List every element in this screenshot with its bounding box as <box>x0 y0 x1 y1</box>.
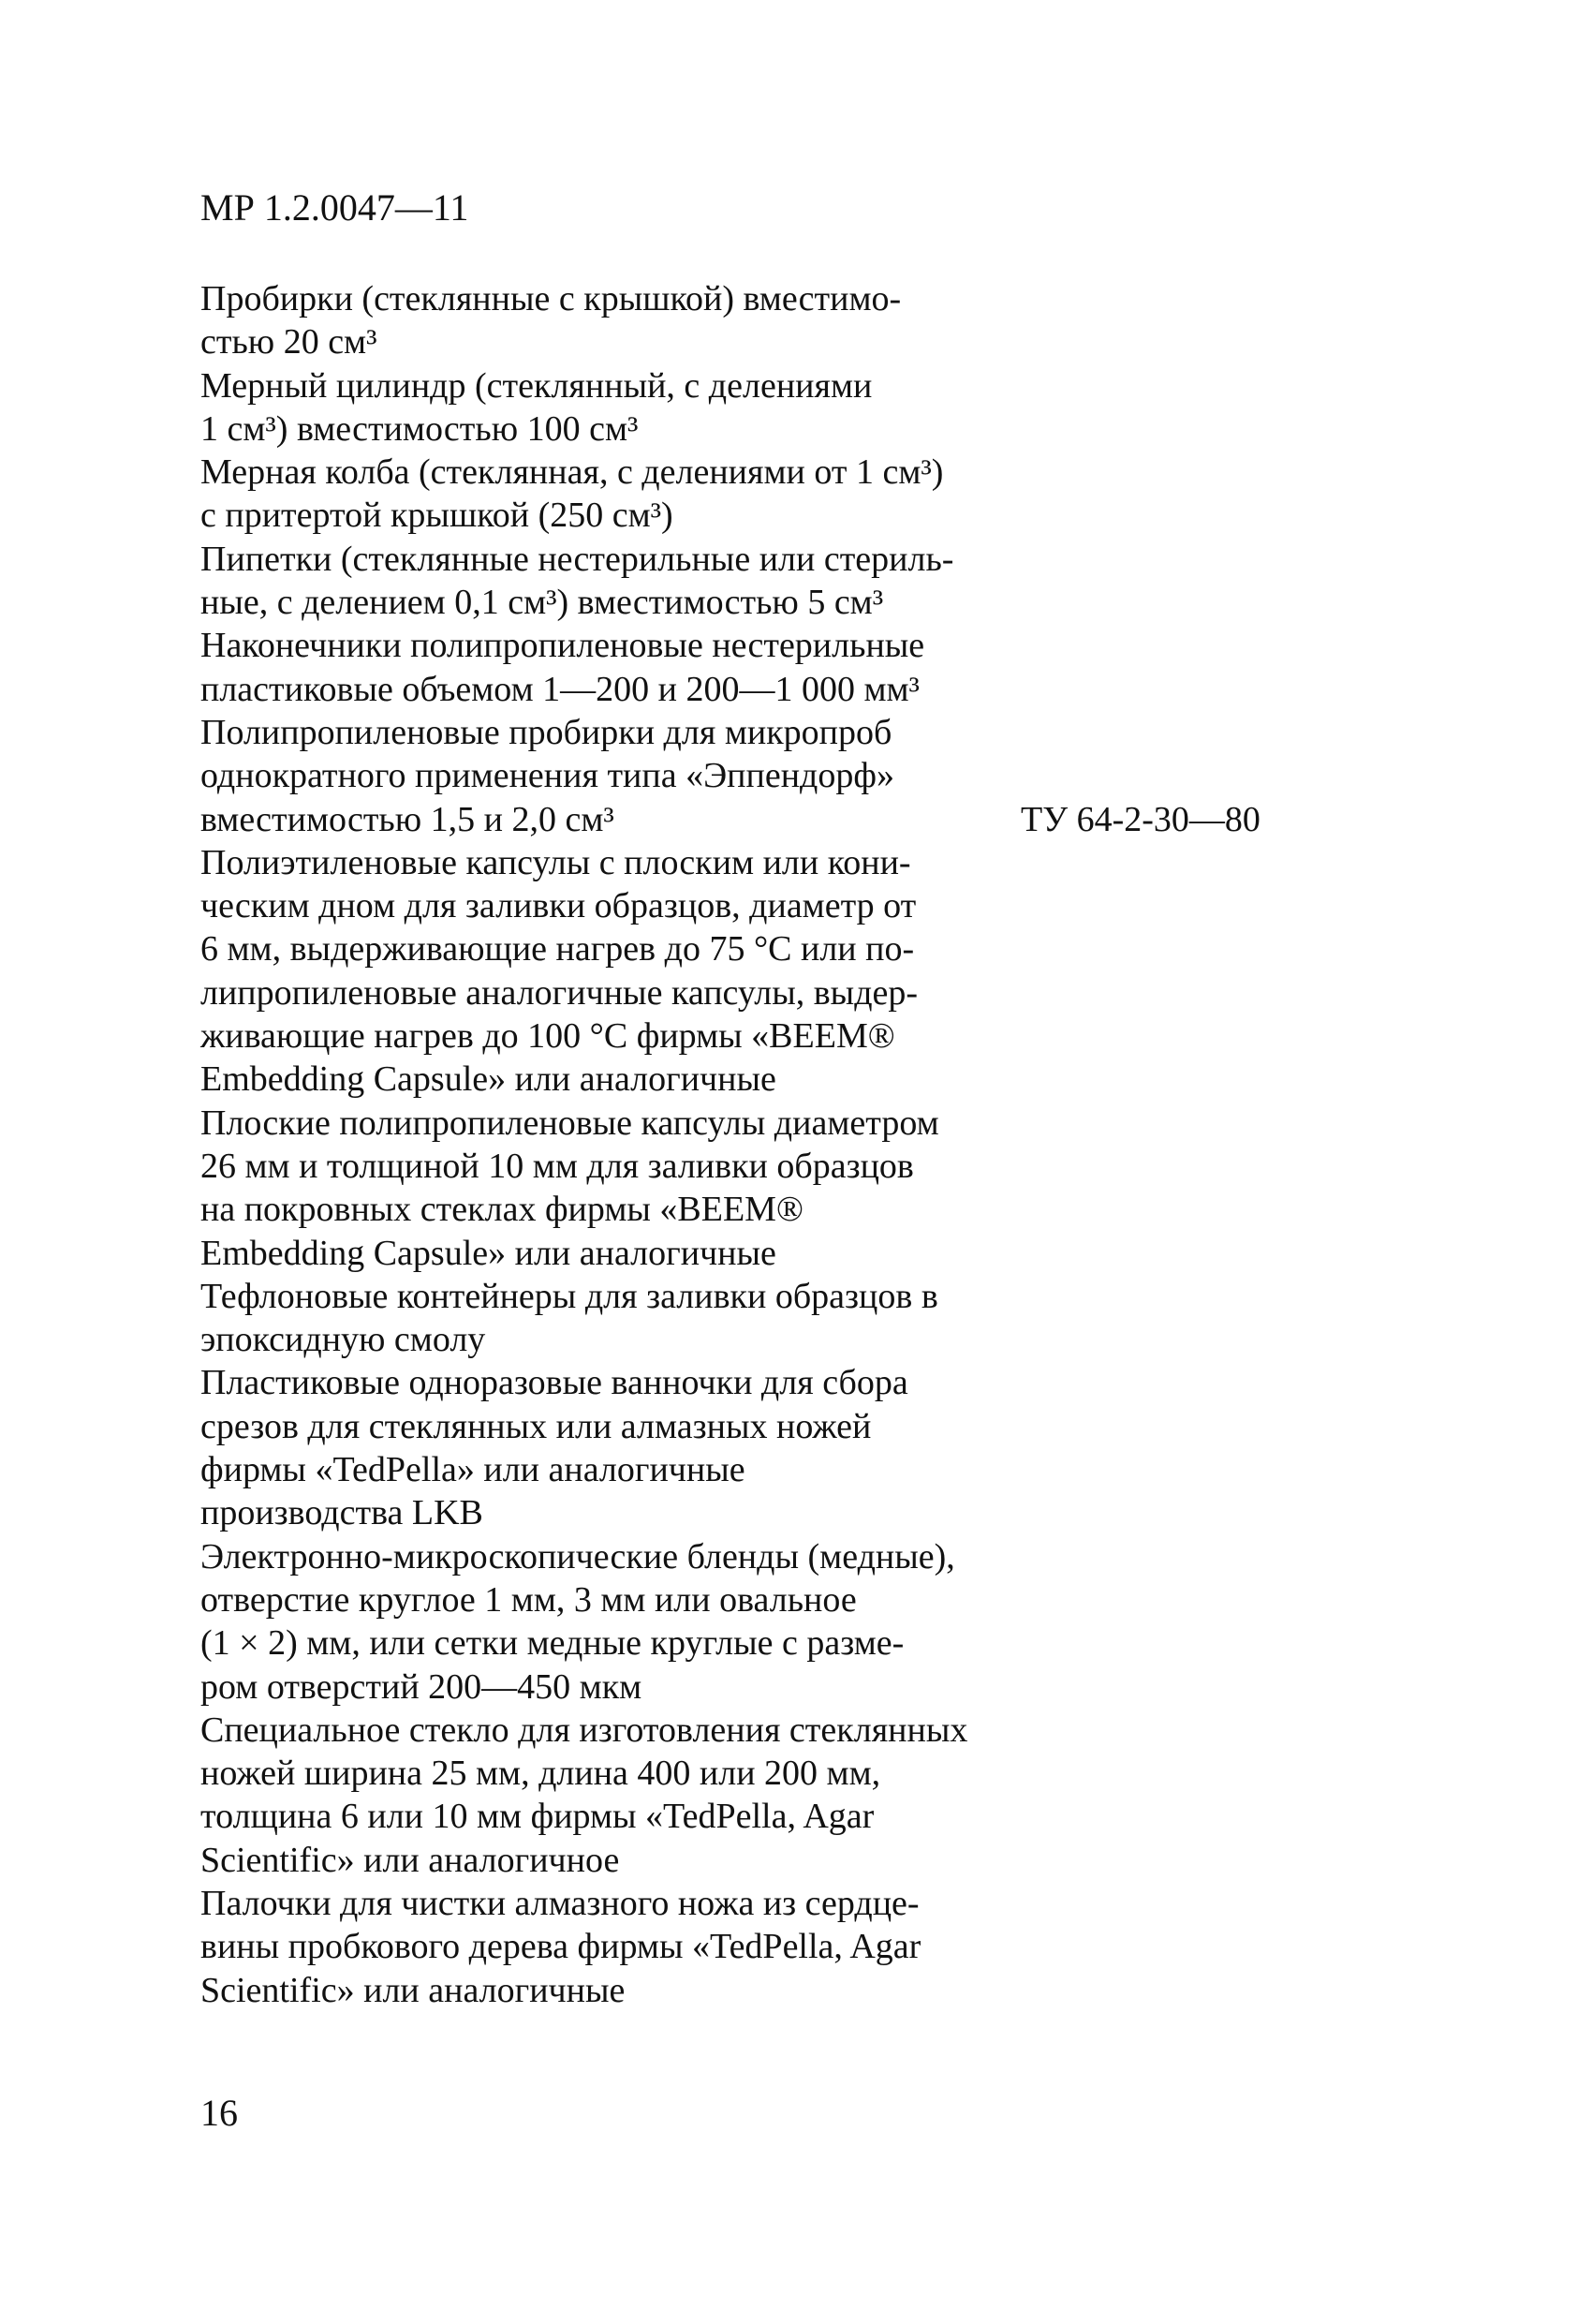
equipment-item-line: Пробирки (стеклянные с крышкой) вместимо- <box>200 279 902 318</box>
equipment-item-line: Плоские полипропиленовые капсулы диаметром <box>200 1103 939 1143</box>
equipment-item-line: Пипетки (стеклянные нестерильные или стериль- <box>200 539 954 579</box>
equipment-item-line: отверстие круглое 1 мм, 3 мм или овальное <box>200 1579 857 1620</box>
equipment-item-line: 26 мм и толщиной 10 мм для заливки образцов <box>200 1146 914 1186</box>
equipment-item-line: Полиэтиленовые капсулы с плоским или кони- <box>200 842 911 882</box>
equipment-item-line: срезов для стеклянных или алмазных ножей <box>200 1406 872 1446</box>
equipment-item-line: вместимостью 1,5 и 2,0 см³ <box>200 799 614 839</box>
equipment-item <box>200 538 1296 625</box>
equipment-item <box>200 1102 1296 1275</box>
equipment-item-line: Embedding Capsule» или аналогичные <box>200 1059 776 1100</box>
equipment-item-line: 1 см³) вместимостью 100 см³ <box>200 408 639 449</box>
equipment-item-line: липропиленовые аналогичные капсулы, выдер- <box>200 972 919 1013</box>
equipment-item <box>200 451 1296 538</box>
equipment-item-line: ножей ширина 25 мм, длина 400 или 200 мм, <box>200 1754 881 1794</box>
equipment-item <box>200 277 1296 364</box>
equipment-item <box>200 1709 1296 1882</box>
equipment-item-line: 6 мм, выдерживающие нагрев до 75 °С или по- <box>200 929 915 970</box>
equipment-item-line: ческим дном для заливки образцов, диаметр от <box>200 886 917 926</box>
page-number: 16 <box>200 2092 238 2134</box>
equipment-item-line: вины пробкового дерева фирмы «TedPella, Agar <box>200 1927 921 1967</box>
equipment-item-line: фирмы «TedPella» или аналогичные <box>200 1450 745 1490</box>
equipment-item <box>200 364 1296 451</box>
equipment-item <box>200 1275 1296 1362</box>
equipment-item-line: однократного применения типа «Эппендорф» <box>200 756 894 796</box>
equipment-item-line: Мерный цилиндр (стеклянный, с делениями <box>200 365 873 406</box>
equipment-item-line: на покровных стеклах фирмы «BEEM® <box>200 1190 803 1230</box>
equipment-list <box>200 277 1296 2012</box>
equipment-item-line: ные, с делением 0,1 см³) вместимостью 5 см³ <box>200 583 884 623</box>
equipment-item-line: Пластиковые одноразовые ванночки для сбора <box>200 1363 908 1403</box>
equipment-item-line: пластиковые объемом 1—200 и 200—1 000 мм³ <box>200 669 920 709</box>
equipment-item <box>200 1361 1296 1534</box>
equipment-item <box>200 711 1296 841</box>
equipment-item-line: Полипропиленовые пробирки для микропроб <box>200 712 892 752</box>
equipment-item-line: Палочки для чистки алмазного ножа из сердце- <box>200 1883 920 1923</box>
document-code: МР 1.2.0047—11 <box>200 186 469 229</box>
equipment-item <box>200 1535 1296 1709</box>
equipment-item-line: Scientific» или аналогичные <box>200 1970 626 2010</box>
equipment-item-line: Электронно-микроскопические бленды (медные), <box>200 1536 955 1576</box>
equipment-item-line: Мерная колба (стеклянная, с делениями от 1 см³) <box>200 452 944 493</box>
equipment-item-line: (1 × 2) мм, или сетки медные круглые с разме- <box>200 1623 905 1664</box>
equipment-item-line: Тефлоновые контейнеры для заливки образцов в <box>200 1276 938 1316</box>
equipment-item-line: стью 20 см³ <box>200 322 377 363</box>
equipment-item-line: эпоксидную смолу <box>200 1320 486 1360</box>
equipment-item-line: Scientific» или аналогичное <box>200 1840 620 1880</box>
equipment-item-line: живающие нагрев до 100 °С фирмы «BEEM® <box>200 1016 895 1057</box>
equipment-item-line: с притертой крышкой (250 см³) <box>200 496 673 536</box>
equipment-item <box>200 841 1296 1102</box>
equipment-item-line: Наконечники полипропиленовые нестерильные <box>200 626 925 666</box>
equipment-item-line: Специальное стекло для изготовления стеклянных <box>200 1710 968 1750</box>
equipment-item <box>200 1882 1296 2012</box>
equipment-item-line: ром отверстий 200—450 мкм <box>200 1666 642 1707</box>
equipment-item-line: толщина 6 или 10 мм фирмы «TedPella, Agar <box>200 1797 875 1837</box>
equipment-item-line: Embedding Capsule» или аналогичные <box>200 1233 776 1273</box>
equipment-item-line: производства LKB <box>200 1493 483 1533</box>
equipment-item <box>200 624 1296 711</box>
equipment-item-spec: ТУ 64-2-30—80 <box>1021 799 1260 839</box>
